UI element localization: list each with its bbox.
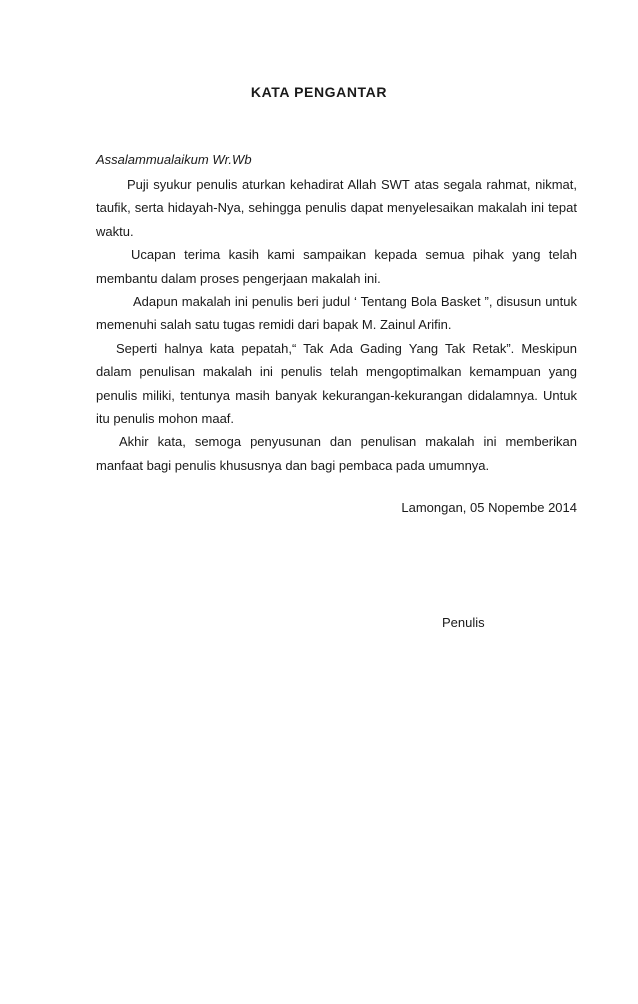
greeting: Assalammualaikum Wr.Wb	[96, 152, 252, 167]
page-title: KATA PENGANTAR	[250, 84, 388, 100]
paragraph-gratitude: Puji syukur penulis aturkan kehadirat Allah SWT atas segala rahmat, nikmat, taufik, serta hidayah-Nya, sehingga penulis dapat menyelesaikan makalah ini tepat waktu.	[96, 177, 577, 239]
paragraph-title-purpose: Adapun makalah ini penulis beri judul ‘ Tentang Bola Basket ”, disusun untuk memenuhi salah satu tugas remidi dari bapak M. Zainul Arifin.	[96, 294, 577, 333]
author-signature: Penulis	[442, 615, 485, 630]
paragraph-closing: Akhir kata, semoga penyusunan dan penulisan makalah ini memberikan manfaat bagi penulis khususnya dan bagi pembaca pada umumnya.	[96, 434, 577, 473]
paragraph-thanks: Ucapan terima kasih kami sampaikan kepada semua pihak yang telah membantu dalam proses pengerjaan makalah ini.	[96, 247, 577, 286]
body-text	[96, 173, 577, 477]
paragraph-apology: Seperti halnya kata pepatah,“ Tak Ada Gading Yang Tak Retak”. Meskipun dalam penulisan makalah ini penulis telah mengoptimalkan kemampuan yang penulis miliki, tentunya masih banyak kekurangan-kekurangan didalamnya. Untuk itu penulis mohon maaf.	[96, 340, 577, 427]
place-date: Lamongan, 05 Nopembe 2014	[401, 500, 577, 515]
